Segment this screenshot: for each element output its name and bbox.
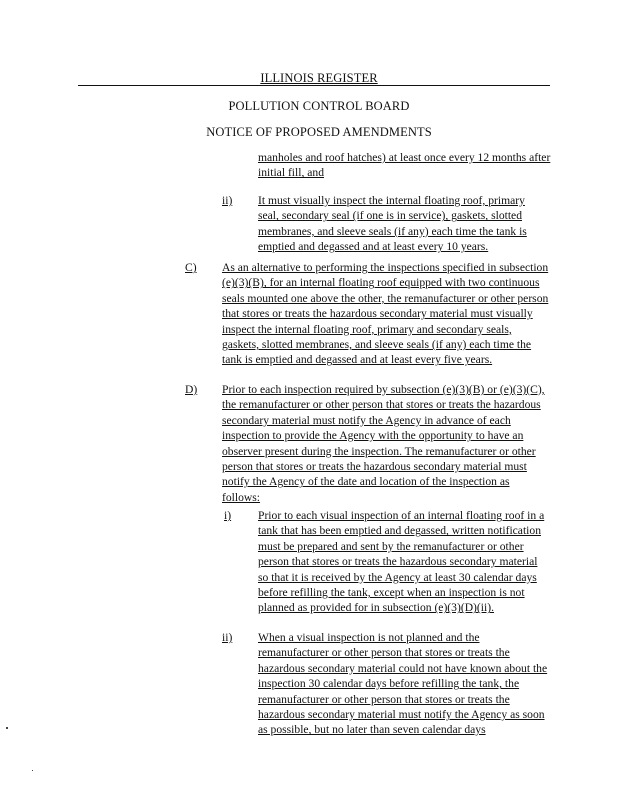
item-d-ii-text: When a visual inspection is not planned and the remanufacturer or other person that stores or treats the hazardous secondary material could not have known about the inspection 30 calendar days before refilling the tank, the remanufacturer or other person that stores or treats the hazardous secondary material must notify the Agency as soon as possible, but no later than seven calendar days (258, 631, 548, 737)
item-d-text: Prior to each inspection required by subsection (e)(3)(B) or (e)(3)(C), the remanufacturer or other person that stores or treats the hazardous secondary material must notify the Agency in advance of each inspection to provide the Agency with the opportunity to have an observer present during the inspection. The remanufacturer or other person that stores or treats the hazardous secondary material must notify the Agency of the date and location of the inspection as follows: (222, 383, 545, 504)
item-ii-label: ii) (222, 194, 233, 207)
item-d-i-text: Prior to each visual inspection of an internal floating roof in a tank that has been emptied and degassed, written notification must be prepared and sent by the remanufacturer or other person that stores or treats the hazardous secondary material so that it is received by the Agency at least 30 calendar days before refilling the tank, except when an inspection is not planned as provided for in subsection (e)(3)(D)(ii). (258, 509, 545, 615)
item-c-label: C) (185, 261, 197, 274)
item-ii-text: It must visually inspect the internal floating roof, primary seal, secondary seal (if one is in service), gaskets, slotted membranes, and sleeve seals (if any) each time the tank is emptied and degassed and at least every 10 years. (258, 194, 527, 254)
notice-title: NOTICE OF PROPOSED AMENDMENTS (206, 125, 432, 139)
item-d-ii-label: ii) (222, 631, 233, 644)
item-d-i-label: i) (224, 509, 232, 522)
board-title: POLLUTION CONTROL BOARD (228, 99, 410, 113)
item-c-text: As an alternative to performing the inspections specified in subsection (e)(3)(B), for an internal floating roof equipped with two continuous seals mounted one above the other, the remanufacturer or other person that stores or treats the hazardous secondary material must visually inspect the internal floating roof, primary and secondary seals, gaskets, slotted membranes, and sleeve seals (if any) each time the tank is emptied and degassed and at least every five years. (222, 261, 549, 367)
register-title: ILLINOIS REGISTER (260, 71, 378, 85)
item-d-label: D) (185, 383, 198, 396)
scan-speck (6, 727, 8, 729)
continuation-paragraph: manholes and roof hatches) at least once every 12 months after initial fill, and (258, 151, 551, 180)
scan-speck (32, 770, 33, 771)
